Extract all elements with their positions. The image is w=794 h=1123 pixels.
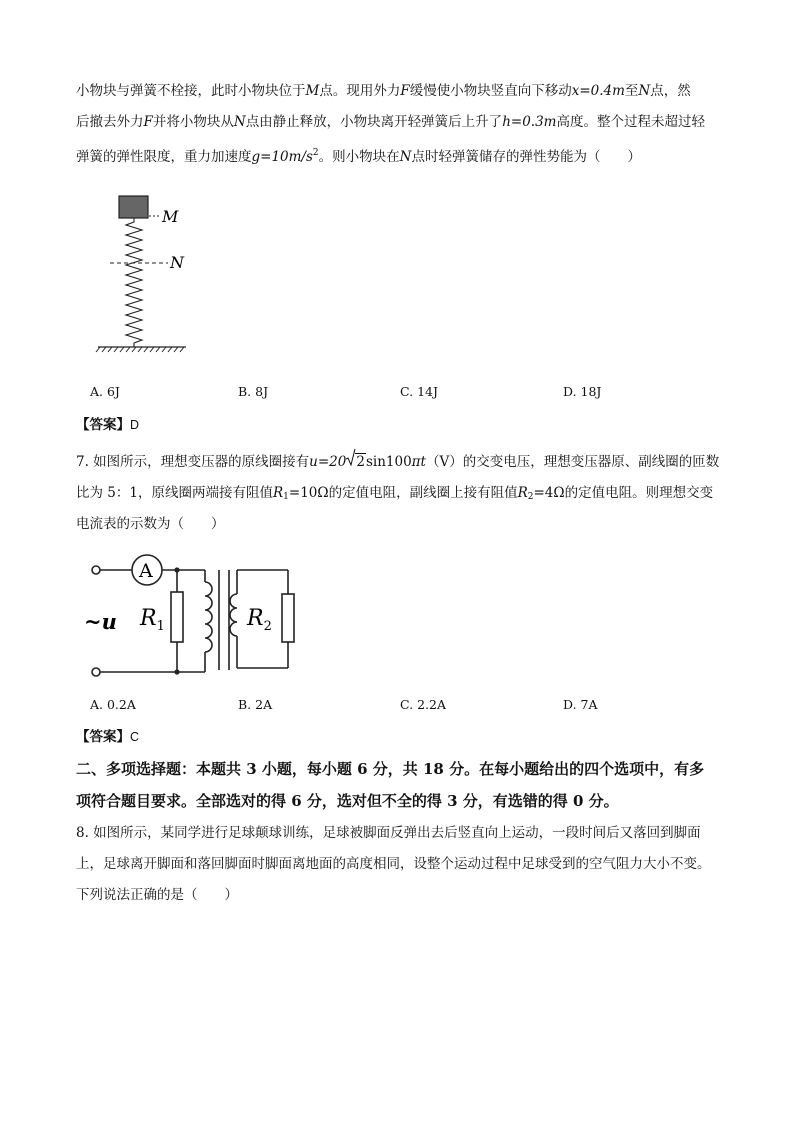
q6-option-a[interactable]: A. 6J [90,384,120,399]
q6-stem-line1: 小物块与弹簧不栓接，此时小物块位于M点。现用外力F缓慢使小物块竖直向下移动x=0.4m至N点，然 [76,83,691,99]
q6-answer: 【答案】D [76,417,140,433]
source-label: ~u [84,609,117,634]
q7-options [76,697,728,719]
q7-option-d[interactable]: D. 7A [563,697,598,712]
q7-stem-line3: 电流表的示数为（ ） [76,516,225,532]
q6-option-c[interactable]: C. 14J [400,384,438,399]
q6-options [76,384,728,406]
primary-coil [205,582,212,652]
sqrt-symbol: 2 [346,447,366,478]
r1-label: $R_1$ [140,606,165,634]
r2-label: $R_2$ [247,606,272,634]
q6-option-d[interactable]: D. 18J [563,384,602,399]
q6-option-b[interactable]: B. 8J [238,384,269,399]
junction-bottom [174,669,179,674]
q7-stem-line1: 7. 如图所示，理想变压器的原线圈接有u=20 2sin100πt（V）的交变电压，理想变压器原、副线圈的匝数 [76,447,728,478]
ammeter-label: A [139,560,153,582]
block [119,196,148,218]
q7-option-c[interactable]: C. 2.2A [400,697,446,712]
q8-stem-line2: 上，足球离开脚面和落回脚面时脚面离地面的高度相同，设整个运动过程中足球受到的空气阻力大小不变。 [76,856,711,872]
q8-stem-line3: 下列说法正确的是（ ） [76,887,238,903]
section2-heading-line1: 二、多项选择题：本题共 3 小题，每小题 6 分，共 18 分。在每小题给出的四个选项中，有多 [76,760,705,778]
resistor-r1 [171,592,183,642]
terminal-top [92,566,100,574]
q7-answer: 【答案】C [76,729,140,745]
q6-stem-line3: 弹簧的弹性限度，重力加速度$g=10m/s^2$。则小物块在N点时轻弹簧储存的弹性势能为（ ） [76,148,641,165]
terminal-bottom [92,668,100,676]
section2-heading-line2: 项符合题目要求。全部选对的得 6 分，选对但不全的得 3 分，有选错的得 0 分。 [76,792,619,810]
q6-stem-line2: 后撤去外力F并将小物块从N点由静止释放，小物块离开轻弹簧后上升了h=0.3m高度。整个过程未超过轻 [76,114,705,130]
q8-stem-line1: 8. 如图所示，某同学进行足球颠球训练，足球被脚面反弹出去后竖直向上运动，一段时间后又落回到脚面 [76,825,701,841]
q7-stem-line2: 比为 5：1，原线圈两端接有阻值$R_1=10\Omega$的定值电阻，副线圈上接有阻值$R_2=4\Omega$的定值电阻。则理想交变 [76,485,714,502]
resistor-r2 [282,594,294,642]
spring [126,218,142,347]
junction-top [174,567,179,572]
q7-option-b[interactable]: B. 2A [238,697,273,712]
transformer-circuit-figure [82,550,307,682]
label-m: M [162,207,179,226]
ground-hatch [96,347,184,352]
q7-option-a[interactable]: A. 0.2A [90,697,136,712]
secondary-coil [230,594,237,636]
label-n: N [170,253,184,272]
spring-block-figure [90,185,200,360]
